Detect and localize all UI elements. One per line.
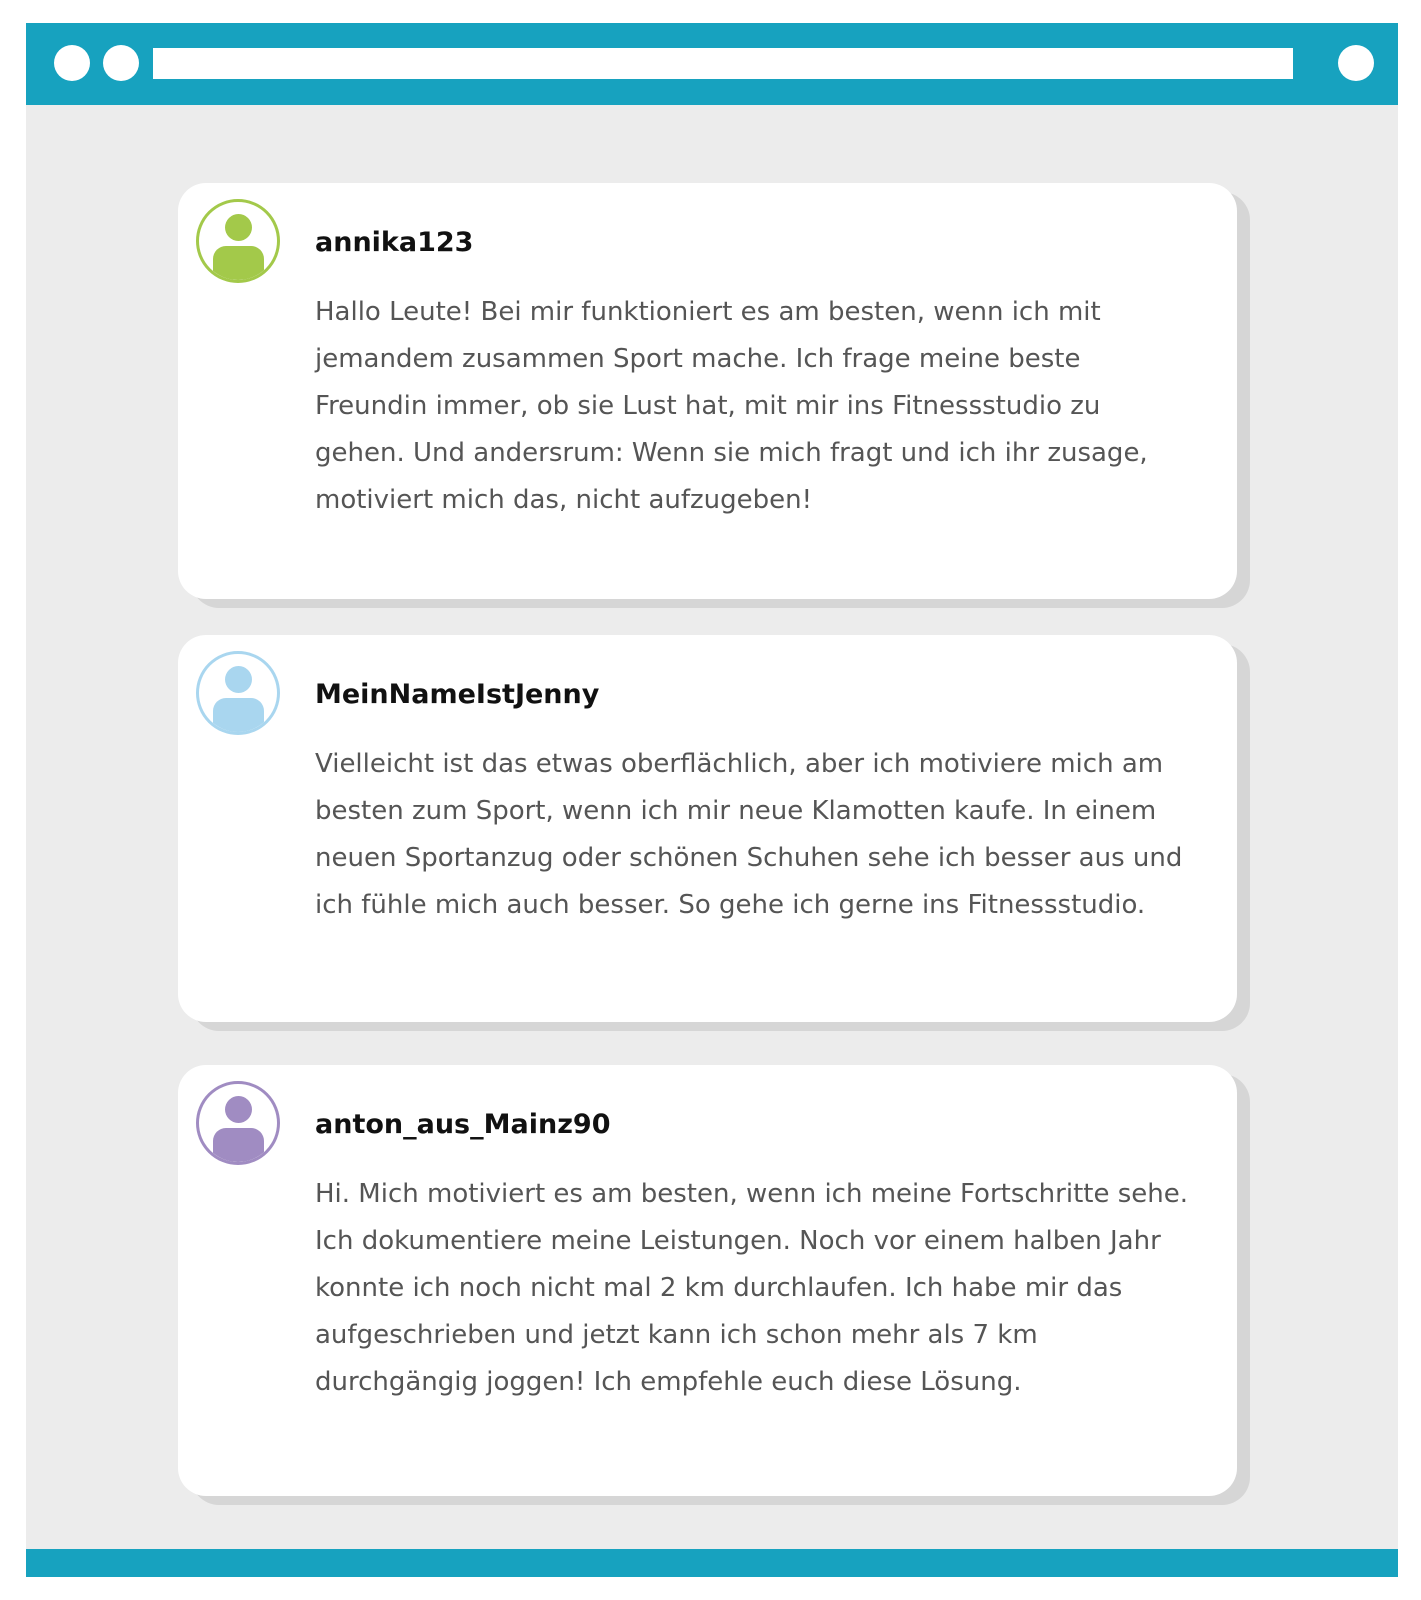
avatar-head bbox=[225, 214, 252, 241]
post-username: annika123 bbox=[315, 227, 474, 258]
post-username: MeinNameIstJenny bbox=[315, 679, 600, 710]
forum-post bbox=[178, 183, 1237, 599]
avatar-body bbox=[213, 698, 264, 735]
post-message: Vielleicht ist das etwas oberflächlich, aber ich motiviere mich am besten zum Sport, wenn ich mir neue Klamotten kaufe. In einem neuen Sportanzug oder schönen Schuhen sehe ich besser aus und ich fühle mich auch besser. So gehe ich gerne ins Fitnessstudio. bbox=[315, 749, 1183, 920]
window-control-button[interactable] bbox=[54, 45, 90, 81]
browser-window bbox=[26, 23, 1398, 1577]
forum-post bbox=[178, 635, 1237, 1022]
window-menu-button[interactable] bbox=[1338, 45, 1374, 81]
avatar-body bbox=[213, 246, 264, 283]
post-message: Hi. Mich motiviert es am besten, wenn ich meine Fortschritte sehe. Ich dokumentiere meine Leistungen. Noch vor einem halben Jahr konnte ich noch nicht mal 2 km durchlaufen. Ich habe mir das aufgeschrieben und jetzt kann ich schon mehr als 7 km durchgängig joggen! Ich empfehle euch diese Lösung. bbox=[315, 1179, 1188, 1397]
address-bar[interactable] bbox=[153, 48, 1293, 79]
avatar-body bbox=[213, 1128, 264, 1165]
user-avatar-icon bbox=[196, 651, 280, 735]
browser-title-bar bbox=[26, 23, 1398, 105]
forum-post bbox=[178, 1065, 1237, 1496]
window-control-button[interactable] bbox=[103, 45, 139, 81]
avatar-head bbox=[225, 666, 252, 693]
user-avatar-icon bbox=[196, 199, 280, 283]
browser-footer-bar bbox=[26, 1549, 1398, 1577]
post-message: Hallo Leute! Bei mir funktioniert es am besten, wenn ich mit jemandem zusammen Sport mache. Ich frage meine beste Freundin immer, ob sie Lust hat, mit mir ins Fitnessstudio zu gehen. Und andersrum: Wenn sie mich fragt und ich ihr zusage, motiviert mich das, nicht aufzugeben! bbox=[315, 297, 1148, 515]
post-username: anton_aus_Mainz90 bbox=[315, 1109, 611, 1140]
user-avatar-icon bbox=[196, 1081, 280, 1165]
avatar-head bbox=[225, 1096, 252, 1123]
